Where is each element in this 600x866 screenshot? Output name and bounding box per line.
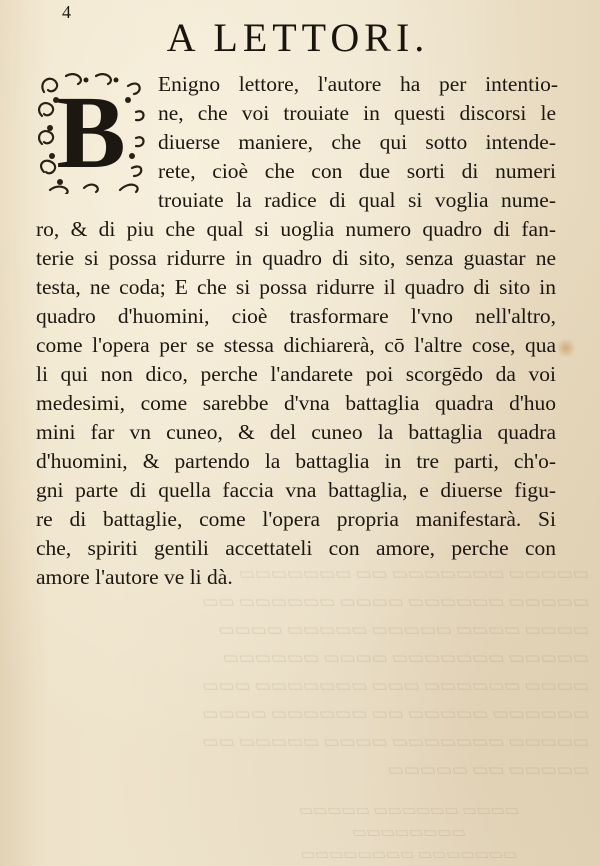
text-line: testa, ne coda; E che si possa ridurre il quadro di sito in <box>36 275 556 299</box>
page-number: 4 <box>62 2 71 22</box>
text-line: ro, & di piu che qual si uoglia numero quadro di fan- <box>36 217 556 241</box>
text-line: trouiate la radice di qual si voglia nume- <box>158 188 556 212</box>
drop-cap-letter: B <box>56 75 126 190</box>
text-line: gni parte di quella faccia vna battaglia, e diuerse figu- <box>36 478 556 502</box>
text-line: terie si possa ridurre in quadro di sito, senza guastar ne <box>36 246 556 270</box>
text-line: re di battaglie, come l'opera propria manifestarà. Si <box>36 507 556 531</box>
text-line: rete, cioè che con due sorti di numeri <box>158 159 556 183</box>
text-line: medesimi, come sarebbe d'vna battaglia quadra d'huo <box>36 391 556 415</box>
text-line: mini far vn cuneo, & del cuneo la battaglia quadra <box>36 420 556 444</box>
text-line: li qui non dico, perche l'andarete poi scorgēdo da voi <box>36 362 556 386</box>
paper-stain <box>556 338 576 358</box>
show-through-text: ▭▭▭▭▭ ▭▭▭▭▭▭▭ ▭▭ ▭▭▭▭▭▭▭ ▭▭▭▭▭ ▭▭▭▭▭▭ ▭▭▭▭ ▭▭▭▭▭▭ ▭▭ ▭▭▭▭ ▭▭▭▭ ▭▭▭▭▭ ▭▭▭▭▭ ▭▭▭▭ ▭▭▭▭▭ ▭▭▭▭▭▭▭ ▭▭▭▭ ▭▭▭▭▭▭ ▭▭▭▭ ▭▭▭▭▭▭ ▭▭▭ ▭▭▭▭▭▭▭ ▭▭▭ ▭▭▭▭▭▭ ▭▭▭▭▭ ▭▭ ▭▭▭▭▭▭ ▭▭▭▭ ▭▭▭▭▭ ▭▭▭▭▭▭▭ ▭▭▭▭ ▭▭▭▭▭ ▭▭ ▭▭▭▭▭ ▭▭ ▭▭▭▭▭ <box>203 564 590 779</box>
show-through-signature: ▭▭▭▭ ▭▭▭▭▭▭ ▭▭▭▭▭ ▭▭▭▭▭▭▭▭ ▭▭▭▭▭▭▭ ▭▭▭▭▭▭▭▭ <box>299 803 521 863</box>
decorated-initial <box>36 72 146 194</box>
text-line: diuerse maniere, che qui sotto intende- <box>158 130 556 154</box>
text-line: Enigno lettore, l'autore ha per intentio- <box>158 72 558 96</box>
text-line: quadro d'huomini, cioè trasformare l'vno nell'altro, <box>36 304 556 328</box>
page-title: A LETTORI. <box>166 15 430 60</box>
text-line: che, spiriti gentili accettateli con amore, perche con <box>36 536 556 560</box>
text-line: ne, che voi trouiate in questi discorsi le <box>158 101 556 125</box>
text-line: amore l'autore ve li dà. <box>36 565 233 589</box>
text-line: d'huomini, & partendo la battaglia in tre parti, ch'o- <box>36 449 556 473</box>
text-line: come l'opera per se stessa dichiarerà, cō l'altre cose, qua <box>36 333 556 357</box>
